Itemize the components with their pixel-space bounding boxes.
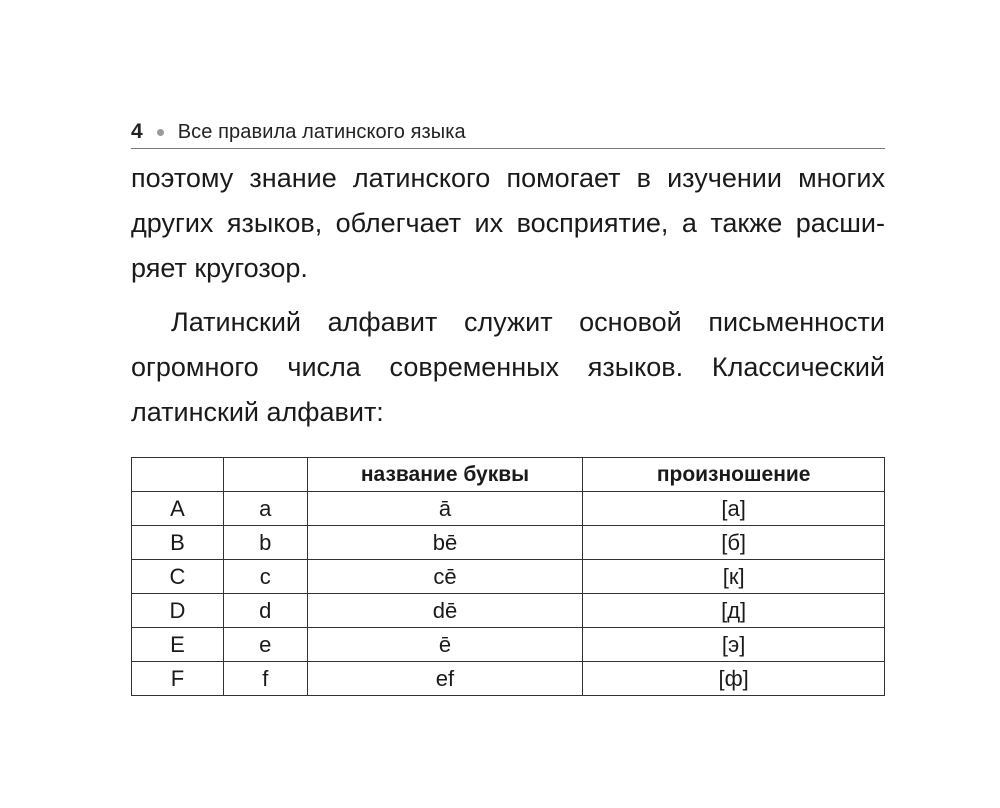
uppercase-letter: D xyxy=(132,594,224,628)
lowercase-letter: a xyxy=(223,492,307,526)
latin-alphabet-table xyxy=(131,457,885,696)
uppercase-letter: E xyxy=(132,628,224,662)
table-row xyxy=(132,662,885,696)
text-line: латинский алфавит: xyxy=(131,397,384,427)
header-cell-letter-name: название буквы xyxy=(307,458,583,492)
uppercase-letter: B xyxy=(132,526,224,560)
text-line: поэтому знание латинского помогает в изучении многих xyxy=(131,163,885,193)
lowercase-letter: f xyxy=(223,662,307,696)
pronunciation: [к] xyxy=(583,560,885,594)
pronunciation: [д] xyxy=(583,594,885,628)
paragraph-continuation xyxy=(131,156,885,291)
lowercase-letter: c xyxy=(223,560,307,594)
text-line: других языков, облегчает их восприятие, а также расши- xyxy=(131,208,885,238)
text-line: ряет кругозор. xyxy=(131,253,308,283)
paragraph-alphabet-intro xyxy=(131,300,885,435)
letter-name: ef xyxy=(307,662,583,696)
page-number: 4 xyxy=(131,120,143,143)
uppercase-letter: F xyxy=(132,662,224,696)
page-header xyxy=(131,116,885,149)
letter-name: bē xyxy=(307,526,583,560)
table-header-row xyxy=(132,458,885,492)
table-row xyxy=(132,594,885,628)
header-cell-pronunciation: произношение xyxy=(583,458,885,492)
table-row xyxy=(132,492,885,526)
pronunciation: [э] xyxy=(583,628,885,662)
lowercase-letter: d xyxy=(223,594,307,628)
letter-name: ē xyxy=(307,628,583,662)
text-line: Латинский алфавит служит основой письменности xyxy=(171,307,885,337)
uppercase-letter: A xyxy=(132,492,224,526)
table-row xyxy=(132,628,885,662)
running-title: Все правила латинского языка xyxy=(177,120,466,143)
lowercase-letter: e xyxy=(223,628,307,662)
lowercase-letter: b xyxy=(223,526,307,560)
pronunciation: [ф] xyxy=(583,662,885,696)
letter-name: cē xyxy=(307,560,583,594)
pronunciation: [а] xyxy=(583,492,885,526)
text-line: огромного числа современных языков. Классический xyxy=(131,352,885,382)
uppercase-letter: C xyxy=(132,560,224,594)
letter-name: dē xyxy=(307,594,583,628)
bullet-separator-icon xyxy=(157,129,164,136)
header-cell-lowercase xyxy=(223,458,307,492)
table-row xyxy=(132,560,885,594)
header-cell-uppercase xyxy=(132,458,224,492)
table-row xyxy=(132,526,885,560)
body-text xyxy=(131,156,885,435)
letter-name: ā xyxy=(307,492,583,526)
pronunciation: [б] xyxy=(583,526,885,560)
